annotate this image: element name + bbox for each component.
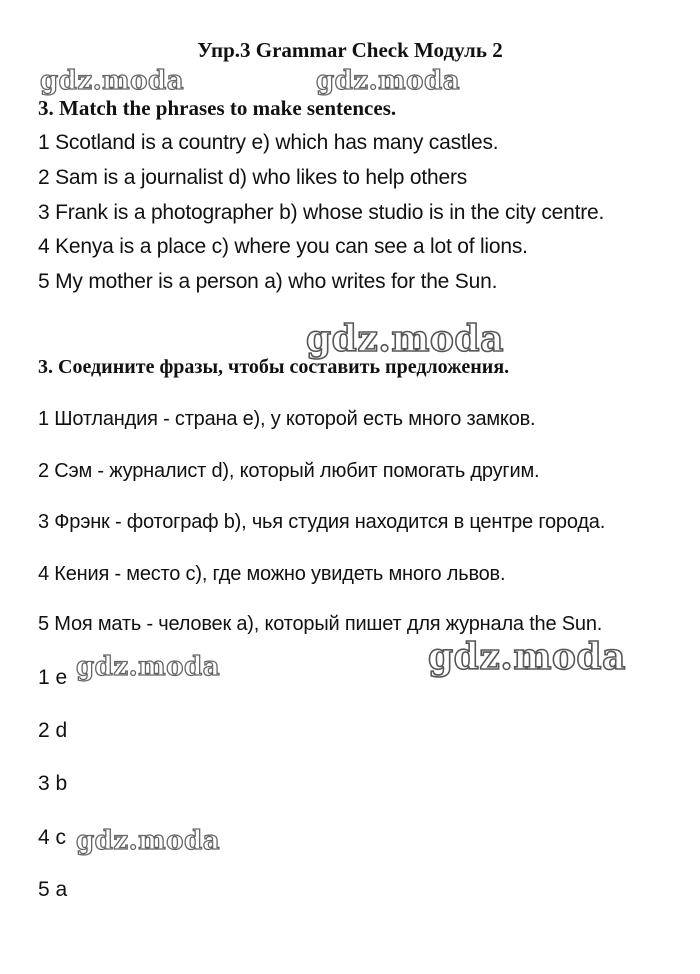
watermark: gdz.moda [76, 826, 221, 856]
english-sentence: 4 Kenya is a place c) where you can see a lot of lions. [38, 235, 528, 258]
russian-sentence: 2 Сэм - журналист d), который любит помогать другим. [38, 460, 540, 482]
watermark: gdz.moda [428, 636, 626, 678]
english-heading: 3. Match the phrases to make sentences. [38, 96, 397, 120]
answer-item: 4 c [38, 826, 67, 849]
answer-item: 1 e [38, 666, 68, 689]
page-title: Упр.3 Grammar Check Модуль 2 [197, 38, 503, 62]
russian-sentence: 3 Фрэнк - фотограф b), чья студия находится в центре города. [38, 511, 606, 533]
english-sentence: 1 Scotland is a country e) which has many castles. [38, 131, 499, 154]
russian-heading: 3. Соедините фразы, чтобы составить предложения. [38, 356, 510, 378]
english-sentence: 5 My mother is a person a) who writes for the Sun. [38, 270, 498, 293]
answer-item: 5 a [38, 878, 68, 901]
watermark: gdz.moda [316, 66, 461, 96]
answer-item: 3 b [38, 772, 68, 795]
watermark: gdz.moda [76, 652, 221, 682]
english-sentence: 2 Sam is a journalist d) who likes to help others [38, 166, 468, 189]
russian-sentence: 1 Шотландия - страна e), у которой есть много замков. [38, 408, 536, 430]
english-sentence: 3 Frank is a photographer b) whose studio is in the city centre. [38, 201, 605, 224]
answer-item: 2 d [38, 719, 68, 742]
watermark: gdz.moda [306, 318, 504, 360]
watermark: gdz.moda [40, 66, 185, 96]
russian-sentence: 5 Моя мать - человек a), который пишет для журнала the Sun. [38, 613, 603, 635]
russian-sentence: 4 Кения - место c), где можно увидеть много львов. [38, 563, 506, 585]
